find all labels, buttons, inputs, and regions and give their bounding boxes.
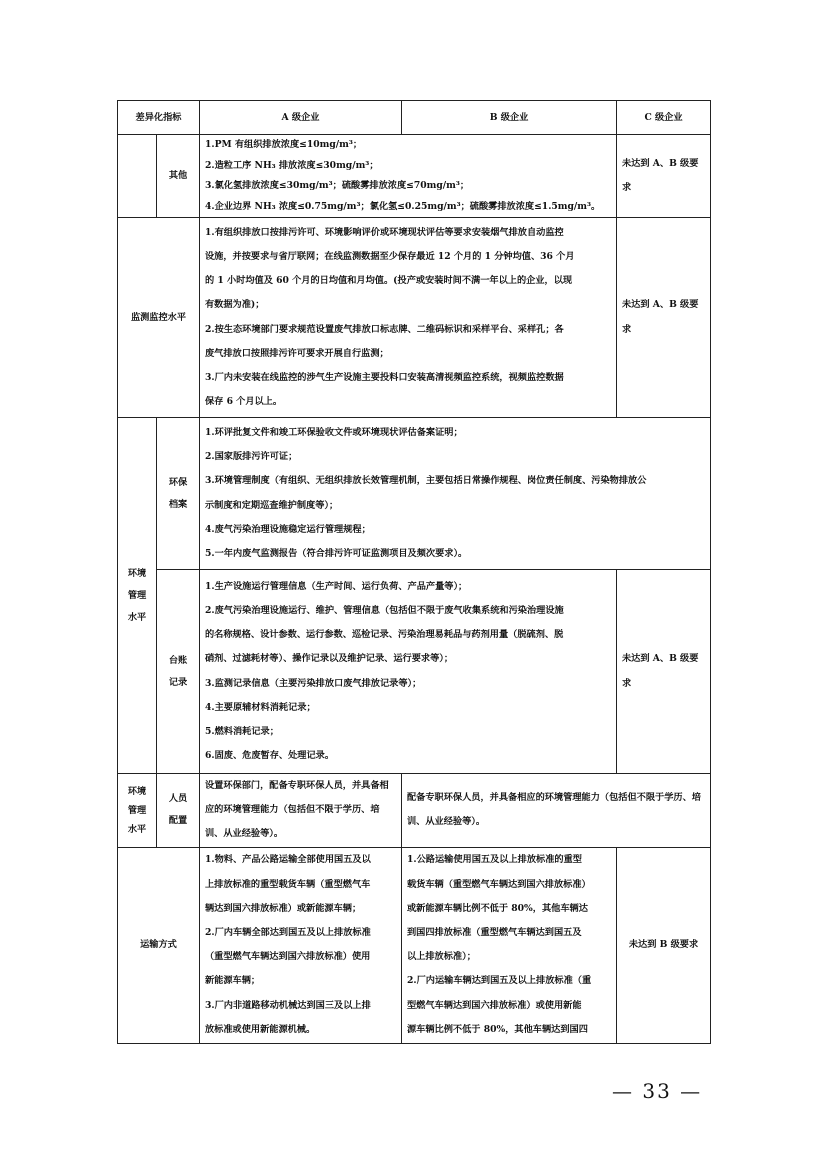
row-env-archive <box>118 418 711 570</box>
other-empty-cell <box>118 135 157 218</box>
archive-line: 3.环境管理制度（有组织、无组织排放长效管理机制，主要包括日常操作规程、岗位责任制度、污染物排放公 <box>205 475 647 487</box>
archive-line: 4.废气污染治理设施稳定运行管理规程； <box>205 523 371 535</box>
transport-a <box>200 847 402 1043</box>
other-c: 未达到 A、B 级要求 <box>617 135 711 218</box>
other-line: 2.造粒工序 NH₃ 排放浓度≤30mg/m³； <box>205 159 379 171</box>
other-line: 4.企业边界 NH₃ 浓度≤0.75mg/m³；氯化氢≤0.25mg/m³；硫酸雾排放浓度≤1.5mg/m³。 <box>205 200 601 212</box>
monitoring-line: 3.厂内未安装在线监控的涉气生产设施主要投料口安装高清视频监控系统，视频监控数据 <box>205 371 564 383</box>
ledger-label: 台账 记录 <box>157 570 200 774</box>
header-a: A 级企业 <box>200 101 402 135</box>
transport-label: 运输方式 <box>118 847 200 1043</box>
transport-a-line: 新能源车辆； <box>205 975 261 987</box>
archive-line: 5.一年内废气监测报告（符合排污许可证监测项目及频次要求）。 <box>205 547 468 559</box>
ledger-line: 3.监测记录信息（主要污染排放口废气排放记录等）； <box>205 677 422 689</box>
monitoring-line: 有数据为准)； <box>205 299 265 311</box>
ledger-line: 6.固废、危废暂存、处理记录。 <box>205 750 335 762</box>
archive-line: 2.国家版排污许可证； <box>205 451 298 463</box>
indicator-table <box>117 100 711 1044</box>
transport-b-line: 载货车辆（重型燃气车辆达到国六排放标准） <box>407 878 591 890</box>
transport-b-line: 源车辆比例不低于 80%，其他车辆达到国四 <box>407 1023 588 1035</box>
ledger-line: 硝剂、过滤耗材等）、操作记录以及维护记录、运行要求等）； <box>205 653 454 665</box>
archive-label: 环保 档案 <box>157 418 200 570</box>
header-b: B 级企业 <box>402 101 617 135</box>
staff-sub-label: 人员 配置 <box>157 774 200 848</box>
transport-a-line: 3.厂内非道路移动机械达到国三及以上排 <box>205 999 371 1011</box>
row-monitoring <box>118 218 711 418</box>
monitoring-line: 废气排放口按照排污许可要求开展自行监测； <box>205 347 389 359</box>
row-other <box>118 135 711 218</box>
staff-bc: 配备专职环保人员，并具备相应的环境管理能力（包括但不限于学历、培训、从业经验等）。 <box>402 774 711 848</box>
row-staff <box>118 774 711 848</box>
transport-a-line: 放标准或使用新能源机械。 <box>205 1023 316 1035</box>
transport-c: 未达到 B 级要求 <box>617 847 711 1043</box>
transport-b-line: 或新能源车辆比例不低于 80%，其他车辆达 <box>407 902 588 914</box>
transport-a-line: （重型燃气车辆达到国六排放标准）使用 <box>205 951 371 963</box>
transport-a-line: 2.厂内车辆全部达到国五及以上排放标准 <box>205 926 371 938</box>
transport-b <box>402 847 617 1043</box>
staff-a: 设置环保部门，配备专职环保人员，并具备相应的环境管理能力（包括但不限于学历、培训、从业经验等）。 <box>200 774 402 848</box>
transport-b-line: 1.公路运输使用国五及以上排放标准的重型 <box>407 854 582 866</box>
staff-label: 环境 管理 水平 <box>118 774 157 848</box>
monitoring-label: 监测监控水平 <box>118 218 200 418</box>
monitoring-line: 保存 6 个月以上。 <box>205 396 283 408</box>
transport-b-line: 型燃气车辆达到国六排放标准）或使用新能 <box>407 999 582 1011</box>
env-mgmt-label: 环境 管理 水平 <box>118 418 157 774</box>
monitoring-content <box>200 218 617 418</box>
archive-content <box>200 418 711 570</box>
transport-a-line: 辆达到国六排放标准）或新能源车辆； <box>205 902 362 914</box>
monitoring-c: 未达到 A、B 级要求 <box>617 218 711 418</box>
ledger-content <box>200 570 617 774</box>
other-label: 其他 <box>157 135 200 218</box>
row-transport <box>118 847 711 1043</box>
other-line: 1.PM 有组织排放浓度≤10mg/m³； <box>205 139 363 150</box>
transport-b-line: 2.厂内运输车辆达到国五及以上排放标准（重 <box>407 975 592 987</box>
archive-line: 示制度和定期巡查维护制度等）； <box>205 499 339 511</box>
transport-a-line: 上排放标准的重型载货车辆（重型燃气车 <box>205 878 371 890</box>
ledger-c: 未达到 A、B 级要求 <box>617 570 711 774</box>
ledger-line: 5.燃料消耗记录； <box>205 725 279 737</box>
row-env-ledger <box>118 570 711 774</box>
monitoring-line: 2.按生态环境部门要求规范设置废气排放口标志牌、二维码标识和采样平台、采样孔；各 <box>205 323 564 335</box>
transport-b-line: 到国四排放标准（重型燃气车辆达到国五及 <box>407 926 582 938</box>
ledger-line: 的名称规格、设计参数、运行参数、巡检记录、污染治理易耗品与药剂用量（脱硫剂、脱 <box>205 629 564 641</box>
ledger-line: 2.废气污染治理设施运行、维护、管理信息（包括但不限于废气收集系统和污染治理设施 <box>205 604 564 616</box>
monitoring-line: 1.有组织排放口按排污许可、环境影响评价或环境现状评估等要求安装烟气排放自动监控 <box>205 226 564 238</box>
other-line: 3.氯化氢排放浓度≤30mg/m³；硫酸雾排放浓度≤70mg/m³； <box>205 180 470 191</box>
other-content <box>200 135 617 218</box>
header-c: C 级企业 <box>617 101 711 135</box>
header-row <box>118 101 711 135</box>
ledger-line: 4.主要原辅材料消耗记录； <box>205 701 316 713</box>
page-number: — 33 — <box>612 1079 703 1103</box>
monitoring-line: 设施，并按要求与省厅联网；在线监测数据至少保存最近 12 个月的 1 分钟均值、36 个月 <box>205 250 575 262</box>
transport-a-line: 1.物料、产品公路运输全部使用国五及以 <box>205 854 371 866</box>
ledger-line: 1.生产设施运行管理信息（生产时间、运行负荷、产品产量等）； <box>205 580 468 592</box>
monitoring-line: 的 1 小时均值及 60 个月的日均值和月均值。(投产或安装时间不满一年以上的企业，以现 <box>205 275 573 287</box>
transport-b-line: 以上排放标准）； <box>407 951 476 963</box>
header-indicator: 差异化指标 <box>118 101 200 135</box>
archive-line: 1.环评批复文件和竣工环保验收文件或环境现状评估备案证明； <box>205 426 463 438</box>
